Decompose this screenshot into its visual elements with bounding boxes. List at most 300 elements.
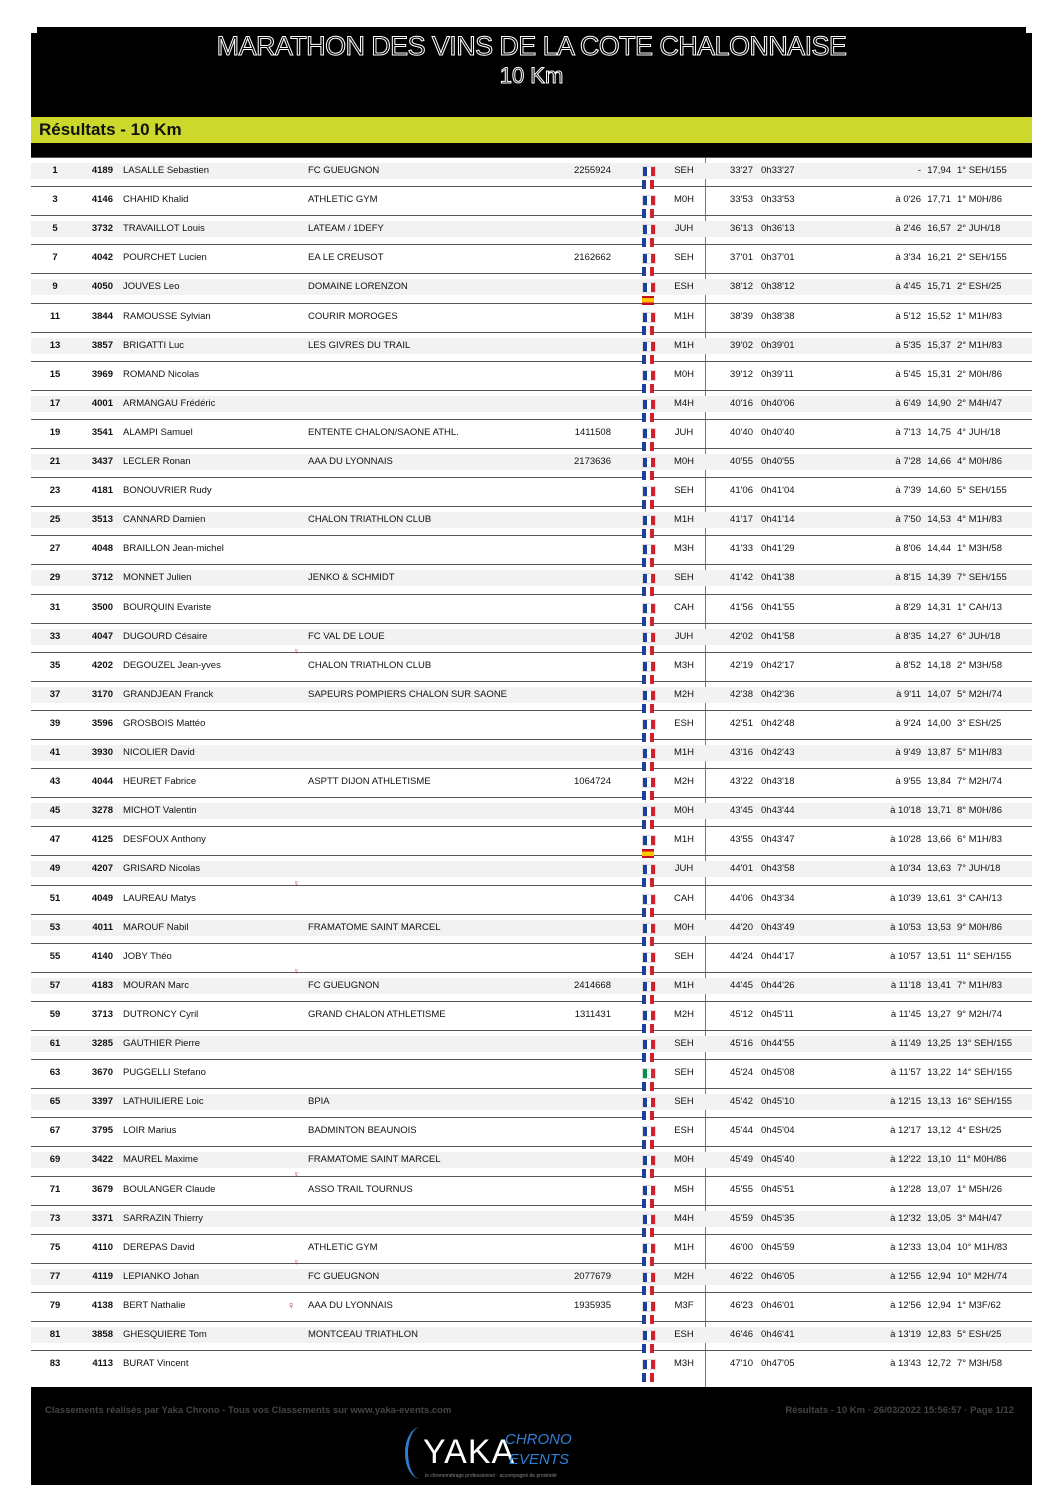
time-gap: à 7'50 [895,514,921,526]
category-rank: 3° M4H/47 [957,1212,1002,1224]
speed-kmh: 14,90 [927,397,951,409]
club-name: AAA DU LYONNAIS [308,456,393,467]
official-time: 36'13 [730,223,753,235]
runner-name: RAMOUSSE Sylvian [123,310,211,322]
official-time: 44'24 [730,950,753,962]
time-gap: à 10'53 [890,921,921,933]
between-row-flag-icon [642,1257,654,1266]
official-time: 45'24 [730,1067,753,1079]
real-time: 0h41'04 [761,485,795,497]
category-rank: 10° M2H/74 [957,1270,1008,1282]
nationality-flag-icon [642,603,656,614]
bib-cell: 4048 [91,543,113,555]
speed-kmh: 13,53 [927,921,951,933]
official-time: 43'22 [730,776,753,788]
category-cell: SEH [674,1038,694,1049]
table-row [31,803,1032,819]
rank-cell: 11 [49,310,61,322]
bib-cell: 4044 [91,776,113,788]
nationality-flag-icon [642,748,656,759]
nationality-flag-icon [642,690,656,701]
category-cell: M1H [673,514,695,526]
bib-cell: 3170 [91,688,113,700]
nationality-flag-icon [642,515,656,526]
runner-name: BRIGATTI Luc [123,339,185,351]
category-rank: 7° M3H/58 [957,1358,1002,1370]
category-cell: M3H [673,543,695,555]
club-name: GRAND CHALON ATHLETISME [308,1008,446,1020]
category-rank: 4° ESH/25 [957,1125,1002,1137]
nationality-flag-icon [642,341,656,352]
runner-name: BRAILLON Jean-michel [123,543,224,555]
table-row [31,861,1032,877]
speed-kmh: 14,60 [927,485,951,497]
female-mark-icon: ♀ [293,1256,300,1267]
bib-cell: 3930 [91,747,113,758]
between-row-flag-icon [642,296,654,305]
time-gap: à 12'56 [890,1299,921,1311]
between-row-flag-icon [642,966,654,975]
club-name: FRAMATOME SAINT MARCEL [308,921,441,933]
table-row [31,978,1032,994]
bib-cell: 3713 [91,1008,113,1020]
rank-cell: 75 [49,1241,61,1253]
logo-events-text: EVENTS [509,1451,570,1468]
bib-cell: 3712 [91,572,113,584]
between-row-flag-icon [642,849,654,858]
row-separator [31,623,1032,624]
category-cell: JUH [674,223,694,235]
between-row-flag-icon [642,704,654,713]
category-rank: 7° JUH/18 [957,863,1001,875]
row-separator [31,157,1032,158]
category-rank: 7° M1H/83 [957,979,1002,991]
bib-cell: 4001 [91,397,113,409]
speed-kmh: 13,22 [927,1067,951,1079]
speed-kmh: 13,07 [927,1183,951,1195]
official-time: 43'55 [730,834,753,846]
category-cell: SEH [674,1096,694,1108]
nationality-flag-icon [642,1330,656,1341]
row-separator [31,972,1032,973]
bib-cell: 3422 [91,1154,113,1166]
between-row-flag-icon [642,1286,654,1295]
between-row-flag-icon [642,733,654,742]
female-mark-icon: ♀ [293,645,300,656]
nationality-flag-icon [642,835,656,846]
rank-cell: 9 [52,281,58,293]
speed-kmh: 13,63 [927,863,951,875]
category-rank: 2° M0H/86 [957,368,1002,380]
time-gap: à 12'22 [890,1154,921,1166]
speed-kmh: 14,75 [927,426,951,438]
speed-kmh: 13,71 [927,805,951,817]
nationality-flag-icon [642,1126,656,1137]
rank-cell: 31 [49,601,61,613]
rank-cell: 15 [49,368,61,380]
real-time: 0h38'12 [761,281,795,293]
table-row [31,1094,1032,1110]
table-row [31,541,1032,557]
speed-kmh: 12,94 [927,1299,951,1311]
club-name: FC GUEUGNON [308,165,380,176]
time-gap: à 13'19 [890,1329,921,1340]
nationality-flag-icon [642,661,656,672]
license-number: 1411508 [574,426,611,438]
footer-credits[interactable]: Classements réalisés par Yaka Chrono - Tous vos Classements sur www.yaka-events.com [45,1405,452,1416]
bib-cell: 3858 [91,1329,113,1340]
official-time: 43'45 [730,805,753,817]
rank-cell: 79 [49,1299,61,1311]
between-row-flag-icon [642,878,654,887]
between-row-flag-icon [642,791,654,800]
between-row-flag-icon [642,442,654,451]
license-number: 1311431 [574,1008,611,1020]
category-cell: M5H [673,1183,695,1195]
nationality-flag-icon [642,370,656,381]
results-page [31,27,1032,1485]
rank-cell: 63 [49,1067,61,1079]
table-row [31,1356,1032,1372]
speed-kmh: 17,71 [927,194,951,206]
runner-name: PUGGELLI Stefano [123,1067,206,1079]
row-separator [31,1234,1032,1235]
runner-name: HEURET Fabrice [123,776,197,788]
real-time: 0h43'34 [761,892,795,904]
time-gap: à 5'35 [895,339,921,351]
row-separator [31,506,1032,507]
time-gap: à 8'35 [895,630,921,642]
club-name: ASPTT DIJON ATHLETISME [308,776,431,788]
between-row-flag-icon [642,1082,654,1091]
results-banner [31,117,1032,143]
event-distance: 10 Km [499,63,564,88]
table-row [31,250,1032,266]
table-row [31,338,1032,354]
table-row [31,658,1032,674]
row-separator [31,273,1032,274]
club-name: CHALON TRIATHLON CLUB [308,659,432,671]
runner-name: NICOLIER David [123,747,195,758]
table-row [31,1240,1032,1256]
row-separator [31,826,1032,827]
real-time: 0h47'05 [761,1358,795,1370]
time-gap: à 6'49 [895,397,921,409]
category-cell: M2H [673,776,695,788]
category-cell: SEH [674,1067,694,1079]
real-time: 0h38'38 [761,310,795,322]
bib-cell: 4110 [92,1241,113,1253]
row-separator [31,186,1032,187]
rank-cell: 71 [49,1183,61,1195]
runner-name: GRISARD Nicolas [123,863,201,875]
club-name: BPIA [308,1096,330,1108]
nationality-flag-icon [642,312,656,323]
rank-cell: 35 [49,659,61,671]
bib-cell: 3844 [91,310,113,322]
rank-cell: 27 [49,543,61,555]
category-cell: JUH [674,426,694,438]
category-cell: CAH [673,601,695,613]
time-gap: à 11'57 [890,1067,921,1079]
speed-kmh: 17,94 [927,165,951,176]
nationality-flag-icon [642,632,656,643]
nationality-flag-icon [642,166,656,177]
time-gap: à 13'43 [890,1358,921,1370]
time-gap: à 12'33 [890,1241,921,1253]
runner-name: POURCHET Lucien [123,252,207,264]
real-time: 0h41'58 [761,630,795,642]
nationality-flag-icon [642,923,656,934]
club-name: JENKO & SCHMIDT [308,572,395,584]
runner-name: JOUVES Leo [123,281,180,293]
table-row [31,1152,1032,1168]
club-name: DOMAINE LORENZON [308,281,408,293]
club-name: COURIR MOROGES [308,310,398,322]
rank-cell: 19 [49,426,61,438]
category-cell: M0H [673,1154,695,1166]
time-gap: à 8'15 [895,572,921,584]
time-gap: à 5'12 [895,310,921,322]
between-row-flag-icon [642,1315,654,1324]
speed-kmh: 14,66 [927,456,951,467]
speed-kmh: 13,10 [927,1154,951,1166]
bib-cell: 3513 [91,514,113,526]
category-rank: 1° M1H/83 [957,310,1002,322]
club-name: ENTENTE CHALON/SAONE ATHL. [308,426,459,438]
official-time: 33'27 [730,165,753,176]
row-separator [31,1088,1032,1089]
table-row [31,1298,1032,1314]
table-row [31,629,1032,645]
table-row [31,396,1032,412]
official-time: 42'38 [730,688,753,700]
between-row-flag-icon [642,908,654,917]
category-cell: M2H [673,1008,695,1020]
runner-name: DEGOUZEL Jean-yves [123,659,221,671]
category-cell: M2H [673,1270,695,1282]
table-row [31,1269,1032,1285]
category-rank: 5° M1H/83 [957,747,1002,758]
nationality-flag-icon [642,864,656,875]
between-row-flag-icon [642,646,654,655]
official-time: 45'55 [730,1183,753,1195]
official-time: 44'20 [730,921,753,933]
between-row-flag-icon [642,1024,654,1033]
nationality-flag-icon [642,894,656,905]
bib-cell: 4113 [92,1358,113,1370]
real-time: 0h45'35 [761,1212,795,1224]
license-number: 1935935 [574,1299,611,1311]
rank-cell: 51 [49,892,61,904]
time-gap: à 9'11 [896,688,921,700]
real-time: 0h45'04 [761,1125,795,1137]
table-row [31,745,1032,761]
club-name: FC VAL DE LOUE [308,630,385,642]
runner-name: DUTRONCY Cyril [123,1008,199,1020]
club-name: ATHLETIC GYM [308,1241,378,1253]
real-time: 0h40'40 [761,426,795,438]
between-row-flag-icon [642,762,654,771]
category-cell: M0H [673,456,695,467]
official-time: 47'10 [730,1358,753,1370]
real-time: 0h36'13 [761,223,795,235]
category-cell: JUH [674,630,694,642]
row-separator [31,332,1032,333]
category-rank: 8° M0H/86 [957,805,1002,817]
nationality-flag-icon [642,1301,656,1312]
rank-cell: 69 [49,1154,61,1166]
time-gap: à 12'17 [890,1125,921,1137]
runner-name: BONOUVRIER Rudy [123,485,212,497]
table-row [31,425,1032,441]
footer-page-info: Résultats - 10 Km · 26/03/2022 15:56:57 · Page 1/12 [785,1405,1014,1416]
category-rank: 14° SEH/155 [957,1067,1013,1079]
speed-kmh: 14,31 [927,601,951,613]
rank-cell: 21 [49,456,61,467]
bib-cell: 3670 [91,1067,113,1079]
bib-cell: 3437 [91,456,113,467]
nationality-flag-icon [642,428,656,439]
between-row-flag-icon [642,1373,654,1382]
license-number: 2414668 [574,979,611,991]
official-time: 45'49 [730,1154,753,1166]
category-rank: 6° JUH/18 [957,630,1001,642]
official-time: 38'12 [730,281,753,293]
table-row [31,687,1032,703]
bib-cell: 3795 [91,1125,113,1137]
runner-name: MAUREL Maxime [123,1154,199,1166]
speed-kmh: 13,12 [927,1125,951,1137]
speed-kmh: 14,27 [927,630,951,642]
time-gap: à 7'13 [895,426,921,438]
row-separator [31,855,1032,856]
time-gap: à 2'46 [895,223,921,235]
row-separator [31,1176,1032,1177]
category-cell: M1H [673,979,695,991]
category-rank: 1° CAH/13 [957,601,1002,613]
table-row [31,1182,1032,1198]
category-cell: SEH [674,165,694,176]
category-cell: M1H [673,834,695,846]
row-separator [31,215,1032,216]
official-time: 45'42 [730,1096,753,1108]
nationality-flag-icon [642,1272,656,1283]
rank-cell: 61 [49,1038,61,1049]
runner-name: TRAVAILLOT Louis [123,223,205,235]
license-number: 2173636 [574,456,611,467]
between-row-flag-icon [642,1140,654,1149]
logo-tagline: le chronométrage professionnel · accompagné de proximité [425,1473,557,1479]
row-separator [31,564,1032,565]
real-time: 0h39'11 [761,368,794,380]
bib-cell: 4042 [91,252,113,264]
category-cell: M2H [673,688,695,700]
category-cell: M0H [673,921,695,933]
category-rank: 2° M4H/47 [957,397,1002,409]
speed-kmh: 16,21 [927,252,951,264]
time-gap: à 9'24 [895,717,921,729]
between-row-flag-icon [642,1344,654,1353]
official-time: 40'55 [730,456,753,467]
between-row-flag-icon [642,820,654,829]
real-time: 0h45'40 [761,1154,795,1166]
category-rank: 1° SEH/155 [957,165,1007,176]
license-number: 1064724 [574,776,611,788]
official-time: 41'42 [730,572,753,584]
table-row [31,716,1032,732]
category-rank: 11° M0H/86 [957,1154,1007,1166]
rank-cell: 37 [49,688,61,700]
speed-kmh: 15,31 [927,368,951,380]
row-separator [31,768,1032,769]
speed-kmh: 15,71 [927,281,951,293]
bib-cell: 3857 [91,339,113,351]
runner-name: BURAT Vincent [123,1358,189,1370]
table-row [31,1036,1032,1052]
time-gap: à 8'06 [895,543,921,555]
bib-cell: 3278 [91,805,113,817]
between-row-flag-icon [642,500,654,509]
bib-cell: 3969 [91,368,113,380]
table-row [31,512,1032,528]
nationality-flag-icon [642,224,656,235]
row-separator [31,448,1032,449]
bib-cell: 3397 [91,1096,113,1108]
runner-name: CANNARD Damien [123,514,206,526]
official-time: 42'19 [730,659,753,671]
rank-cell: 39 [49,717,61,729]
table-row [31,570,1032,586]
rank-cell: 65 [49,1096,61,1108]
category-rank: 2° ESH/25 [957,281,1002,293]
club-name: ASSO TRAIL TOURNUS [308,1183,413,1195]
row-separator [31,943,1032,944]
female-mark-icon: ♀ [293,965,300,976]
official-time: 46'23 [730,1299,753,1311]
row-separator [31,710,1032,711]
category-rank: 16° SEH/155 [957,1096,1013,1108]
row-separator [31,739,1032,740]
nationality-flag-icon [642,195,656,206]
real-time: 0h45'11 [761,1008,794,1020]
between-row-flag-icon [642,471,654,480]
speed-kmh: 15,52 [927,310,951,322]
bib-cell: 4047 [91,630,113,642]
nationality-flag-icon [642,1155,656,1166]
time-gap: à 7'28 [895,456,921,467]
row-separator [31,390,1032,391]
row-separator [31,797,1032,798]
club-name: SAPEURS POMPIERS CHALON SUR SAONE [308,688,508,700]
nationality-flag-icon [642,719,656,730]
category-cell: JUH [674,863,694,875]
speed-kmh: 13,27 [927,1008,951,1020]
category-rank: 9° M2H/74 [957,1008,1002,1020]
category-cell: SEH [674,485,694,497]
category-cell: M1H [673,747,695,758]
club-name: AAA DU LYONNAIS [308,1299,393,1311]
category-cell: M0H [673,368,695,380]
rank-cell: 77 [49,1270,61,1282]
category-cell: CAH [673,892,695,904]
time-gap: à 9'49 [895,747,921,758]
between-row-flag-icon [642,1053,654,1062]
runner-name: LECLER Ronan [123,456,191,467]
rank-cell: 49 [49,863,61,875]
category-rank: 1° M3F/62 [957,1299,1001,1311]
nationality-flag-icon [642,399,656,410]
